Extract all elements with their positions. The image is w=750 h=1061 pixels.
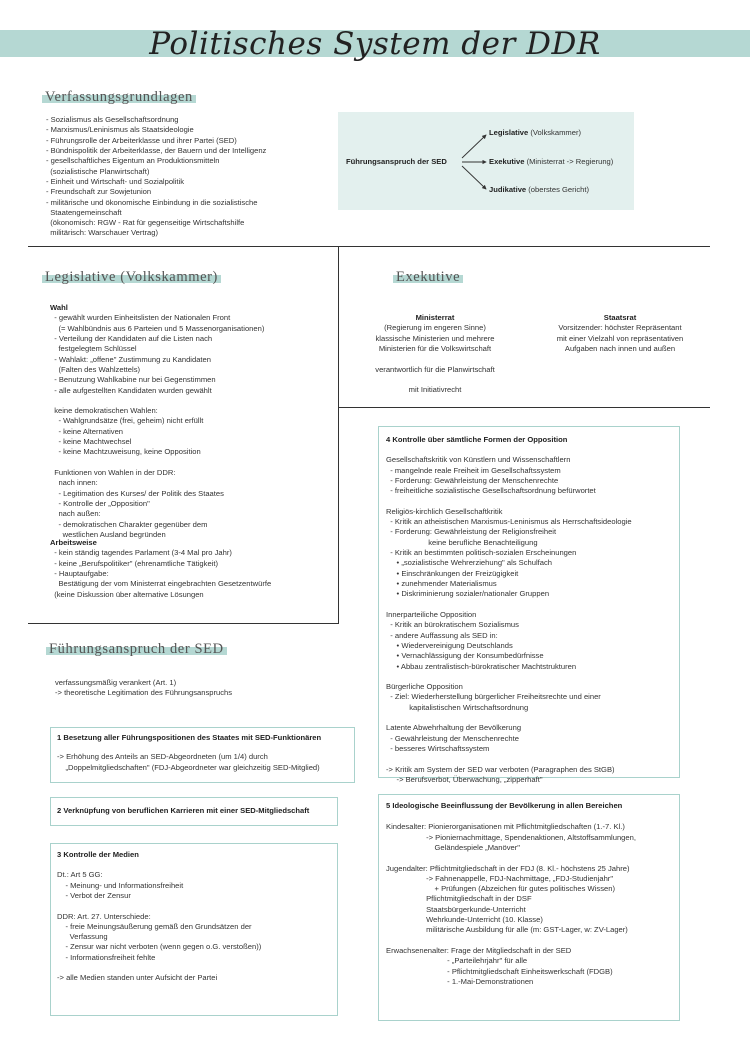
text-line: kapitalistischen Wirtschaftsordnung bbox=[386, 702, 529, 712]
text-line: - Freundschaft zur Sowjetunion bbox=[46, 187, 152, 197]
text-line: Vorsitzender: höchster Repräsentant bbox=[558, 323, 682, 333]
text-line: - Gewährleistung der Menschenrechte bbox=[386, 733, 519, 743]
text-line: verantwortlich für die Planwirtschaft bbox=[375, 364, 495, 374]
text-line: mit einer Vielzahl von repräsentativen bbox=[556, 333, 684, 343]
text-line bbox=[57, 963, 331, 973]
heading-exekutive: Exekutive bbox=[393, 268, 463, 286]
box-3-body bbox=[57, 870, 331, 983]
text-line: - freie Meinungsäußerung gemäß den Grundsätzen der bbox=[57, 921, 252, 931]
text-line: nach innen: bbox=[50, 478, 98, 488]
text-line: -> Berufsverbot, Überwachung, „zipperhaft" bbox=[386, 774, 543, 784]
text-line: - Führungsrolle der Arbeiterklasse und ihrer Partei (SED) bbox=[46, 135, 237, 145]
text-line bbox=[386, 936, 672, 946]
box-5-title: 5 Ideologische Beeinflussung der Bevölkerung in allen Bereichen bbox=[386, 801, 623, 810]
text-line: Gesellschaftskritik von Künstlern und Wissenschaftlern bbox=[386, 455, 571, 465]
text-line bbox=[386, 497, 672, 507]
box-5-body bbox=[386, 822, 672, 987]
text-line: Kindesalter: Pionierorganisationen mit Pflichtmitgliedschaften (1.-7. Kl.) bbox=[386, 822, 625, 832]
box-1-besetzung bbox=[50, 727, 355, 783]
text-line: - Sozialismus als Gesellschaftsordnung bbox=[46, 115, 179, 124]
text-line bbox=[360, 375, 510, 385]
text-line bbox=[50, 396, 264, 406]
text-line: mit Initiativrecht bbox=[408, 385, 462, 395]
text-line: - keine Alternativen bbox=[50, 426, 124, 436]
page-title: Politisches System der DDR bbox=[149, 26, 601, 62]
divider-legislative-bottom bbox=[28, 623, 339, 624]
text-line: -> Erhöhung des Anteils an SED-Abgeordneten (um 1/4) durch bbox=[57, 752, 268, 762]
text-line: „Doppelmitgliedschaften" (FDJ-Abgeordneter war gleichzeitig SED-Mitglied) bbox=[57, 762, 320, 772]
text-line: keine berufliche Benachteiligung bbox=[386, 537, 538, 547]
text-line bbox=[386, 713, 672, 723]
arrow-legislative bbox=[462, 135, 486, 158]
text-line: (sozialistische Planwirtschaft) bbox=[46, 166, 150, 176]
text-line: - 1.-Mai-Demonstrationen bbox=[386, 976, 534, 986]
text-line: • Diskriminierung sozialer/nationaler Gruppen bbox=[386, 589, 550, 599]
diagram-center-label: Führungsanspruch der SED bbox=[346, 157, 447, 166]
text-line: - freiheitliche sozialistische Gesellschaftsordnung befürwortet bbox=[386, 486, 596, 496]
text-line: - „Parteilehrjahr" für alle bbox=[386, 956, 528, 966]
text-line: festgelegtem Schlüssel bbox=[50, 344, 137, 354]
text-line: - gewählt wurden Einheitslisten der Nationalen Front bbox=[50, 313, 231, 323]
text-line: (ökonomisch: RGW - Rat für gegenseitige Wirtschaftshilfe bbox=[46, 218, 245, 228]
text-line: Staatsbürgerkunde-Unterricht bbox=[386, 904, 526, 914]
text-line bbox=[386, 600, 672, 610]
text-line: - mangelnde reale Freiheit im Gesellschaftssystem bbox=[386, 465, 561, 475]
text-line: keine demokratischen Wahlen: bbox=[50, 406, 158, 416]
text-line: - Forderung: Gewährleistung der Religionsfreiheit bbox=[386, 527, 557, 537]
legislative-wahl: Wahl - gewählt wurden Einheitslisten der Nationalen Front (= Wahlbündnis aus 6 Parteien und 5 Massenorganisationen) - Verteilung der Kandidaten auf die Listen nach festgelegtem Schlüssel - Wahlakt: „offene" Zustimmung zu Kandidaten (Falten des Wahlzettels) - Benutzung Wahlkabine nur bei Gegenstimmen - alle aufgestellten Kandidaten wurden gewählt keine demokratischen Wahlen: - Wahlgrundsätze (frei, geheim) nicht erfüllt - keine Alternativen - keine Machtwechsel - keine Machtzuweisung, keine Opposition Funktionen von Wahlen in der DDR: nach innen: - Legitimation des Kurses/ der Politik des Staates - Kontrolle der „Opposition" nach außen: - demokratischen Charakter gegenüber dem westlichen Ausland begründen bbox=[50, 303, 265, 539]
text-line: • Abbau zentralistisch-bürokratischer Machtstrukturen bbox=[386, 661, 577, 671]
text-line: -> alle Medien standen unter Aufsicht der Partei bbox=[57, 973, 218, 983]
text-line bbox=[360, 354, 510, 364]
text-line: - Informationsfreiheit fehlte bbox=[57, 952, 156, 962]
text-line: -> Pioniernachmittage, Spendenaktionen, Altstoffsammlungen, bbox=[386, 832, 636, 842]
text-line: - alle aufgestellten Kandidaten wurden gewählt bbox=[50, 385, 212, 395]
text-line: - demokratischen Charakter gegenüber dem bbox=[50, 519, 208, 529]
text-line bbox=[386, 754, 672, 764]
text-line: - Meinung- und Informationsfreiheit bbox=[57, 880, 184, 890]
text-line: - Verbot der Zensur bbox=[57, 890, 131, 900]
diagram-branch-exekutive: Exekutive (Ministerrat -> Regierung) bbox=[489, 157, 614, 166]
text-line: Erwachsenenalter: Frage der Mitgliedschaft in der SED bbox=[386, 946, 572, 955]
text-line: - keine Machtwechsel bbox=[50, 437, 132, 447]
text-line: • Vernachlässigung der Konsumbedürfnisse bbox=[386, 651, 544, 661]
text-line: - besseres Wirtschaftssystem bbox=[386, 744, 490, 753]
text-line: Wehrkunde-Unterricht (10. Klasse) bbox=[386, 915, 543, 925]
text-line: verfassungsmäßig verankert (Art. 1) bbox=[55, 678, 177, 687]
heading-legislative: Legislative (Volkskammer) bbox=[42, 268, 221, 286]
text-line: Aufgaben nach innen und außen bbox=[564, 343, 676, 353]
text-line: -> theoretische Legitimation des Führungsanspruchs bbox=[55, 688, 233, 698]
box-4-opposition bbox=[378, 426, 680, 784]
text-line: Pflichtmitgliedschaft in der DSF bbox=[386, 894, 532, 904]
text-line: Ministerien für die Volkswirtschaft bbox=[378, 343, 492, 353]
divider-top bbox=[28, 246, 710, 247]
text-line: - kein ständig tagendes Parlament (3-4 Mal pro Jahr) bbox=[50, 548, 232, 558]
text-line bbox=[50, 458, 264, 468]
text-line bbox=[386, 672, 672, 682]
text-line: - Bündnispolitik der Arbeiterklasse, der Bauern und der Intelligenz bbox=[46, 145, 267, 155]
text-line: Jugendalter: Pflichtmitgliedschaft in der FDJ (8. Kl.- höchstens 25 Jahre) bbox=[386, 863, 630, 873]
text-line: - Marxismus/Leninismus als Staatsideologie bbox=[46, 125, 194, 135]
text-line: • zunehmender Materialismus bbox=[386, 579, 497, 588]
text-line: - Wahlakt: „offene" Zustimmung zu Kandidaten bbox=[50, 354, 211, 364]
text-line: westlichen Ausland begründen bbox=[50, 529, 166, 539]
text-line: Bürgerliche Opposition bbox=[386, 682, 463, 692]
text-line: • Wiedervereinigung Deutschlands bbox=[386, 640, 513, 650]
text-line: Latente Abwehrhaltung der Bevölkerung bbox=[386, 723, 522, 733]
text-line: - keine „Berufspolitiker" (ehrenamtliche Tätigkeit) bbox=[50, 558, 218, 568]
text-line: (Regierung im engeren Sinne) bbox=[384, 323, 486, 333]
text-line bbox=[386, 853, 672, 863]
text-line: - Kritik an bestimmten politisch-sozialen Erscheinungen bbox=[386, 548, 577, 558]
text-line: nach außen: bbox=[50, 509, 101, 519]
text-line bbox=[57, 901, 331, 911]
text-line: Bestätigung der vom Ministerrat eingebrachten Gesetzentwürfe bbox=[50, 579, 272, 589]
heading-verfassungsgrundlagen: Verfassungsgrundlagen bbox=[42, 88, 196, 106]
box-1-title: 1 Besetzung aller Führungspositionen des Staates mit SED-Funktionären bbox=[57, 733, 322, 742]
text-line: - Verteilung der Kandidaten auf die Listen nach bbox=[50, 333, 213, 343]
text-line: Religiös-kirchlich Gesellschaftkritik bbox=[386, 506, 503, 516]
divider-exekutive-bottom bbox=[338, 407, 710, 408]
text-line: - Forderung: Gewährleistung der Menschenrechte bbox=[386, 475, 559, 485]
text-line: - Wahlgrundsätze (frei, geheim) nicht erfüllt bbox=[50, 416, 204, 426]
heading-fuehrungsanspruch: Führungsanspruch der SED bbox=[46, 640, 227, 658]
box-4-body bbox=[386, 455, 672, 785]
box-5-ideologie bbox=[378, 794, 680, 1021]
box-3-medien bbox=[50, 843, 338, 1016]
text-line: - Hauptaufgabe: bbox=[50, 568, 109, 578]
box-3-title: 3 Kontrolle der Medien bbox=[57, 850, 139, 859]
text-line: (keine Diskussion über alternative Lösungen bbox=[50, 589, 204, 599]
text-line: -> Fahnenappelle, FDJ-Nachmittage, „FDJ-Studienjahr" bbox=[386, 873, 614, 883]
box-2-title: 2 Verknüpfung von beruflichen Karrieren mit einer SED-Mitgliedschaft bbox=[57, 806, 310, 815]
text-line: - Zensur war nicht verboten (wenn gegen o.G. verstoßen)) bbox=[57, 942, 262, 952]
text-line: Staatengemeinschaft bbox=[46, 207, 122, 217]
text-line: klassische Ministerien und mehrere bbox=[375, 333, 495, 343]
text-line: DDR: Art. 27. Unterschiede: bbox=[57, 911, 151, 921]
text-line: Innerparteiliche Opposition bbox=[386, 609, 477, 619]
box-1-body bbox=[57, 752, 348, 773]
text-line: - gesellschaftliches Eigentum an Produktionsmitteln bbox=[46, 156, 220, 166]
text-line: - Kritik an bürokratischem Sozialismus bbox=[386, 620, 519, 630]
diagram-branch-legislative: Legislative (Volkskammer) bbox=[489, 128, 582, 137]
divider-vertical bbox=[338, 246, 339, 623]
text-line: - Ziel: Wiederherstellung bürgerlicher Freiheitsrechte und einer bbox=[386, 692, 601, 702]
box-2-karrieren bbox=[50, 797, 338, 826]
text-line: • „sozialistische Wehrerziehung" als Schulfach bbox=[386, 558, 553, 568]
text-line: - Einheit und Wirtschaft- und Sozialpolitik bbox=[46, 176, 185, 186]
text-line: - Legitimation des Kurses/ der Politik des Staates bbox=[50, 488, 224, 498]
text-line: + Prüfungen (Abzeichen für gutes politisches Wissen) bbox=[386, 884, 615, 894]
verfassung-list bbox=[46, 115, 266, 239]
text-line: - Kritik an atheistischen Marxismus-Leninismus als Herrschaftsideologie bbox=[386, 517, 632, 527]
text-line: Verfassung bbox=[57, 932, 108, 942]
text-line: (= Wahlbündnis aus 6 Parteien und 5 Massenorganisationen) bbox=[50, 323, 265, 333]
text-line: Dt.: Art 5 GG: bbox=[57, 870, 103, 880]
text-line: - Pflichtmitgliedschaft Einheitswerkschaft (FDGB) bbox=[386, 966, 613, 976]
text-line: Funktionen von Wahlen in der DDR: bbox=[50, 468, 176, 477]
text-line: -> Kritik am System der SED war verboten (Paragraphen des StGB) bbox=[386, 764, 615, 774]
exekutive-ministerrat: Ministerrat (Regierung im engeren Sinne) klassische Ministerien und mehrere Ministerien für die Volkswirtschaft verantwortlich für die Planwirtschaft mit Initiativrecht bbox=[360, 313, 510, 396]
text-line: militärisch: Warschauer Vertrag) bbox=[46, 228, 158, 238]
text-line: - Benutzung Wahlkabine nur bei Gegenstimmen bbox=[50, 375, 216, 385]
text-line: Geländespiele „Manöver" bbox=[386, 842, 520, 852]
fuehrung-text bbox=[55, 678, 232, 699]
text-line: (Falten des Wahlzettels) bbox=[50, 364, 141, 374]
text-line: - Kontrolle der „Opposition" bbox=[50, 498, 150, 508]
text-line: - militärische und ökonomische Einbindung in die sozialistische bbox=[46, 197, 258, 207]
legislative-arbeitsweise: Arbeitsweise - kein ständig tagendes Parlament (3-4 Mal pro Jahr) - keine „Berufspolitiker" (ehrenamtliche Tätigkeit) - Hauptaufgabe: Bestätigung der vom Ministerrat eingebrachten Gesetzentwürfe (keine Diskussion über alternative Lösungen bbox=[50, 538, 272, 599]
text-line: - andere Auffassung als SED in: bbox=[386, 630, 498, 640]
text-line: - keine Machtzuweisung, keine Opposition bbox=[50, 447, 201, 457]
text-line: militärische Ausbildung für alle (m: GST-Lager, w: ZV-Lager) bbox=[386, 925, 628, 935]
diagram-branch-judikative: Judikative (oberstes Gericht) bbox=[489, 185, 590, 194]
text-line: • Einschränkungen der Freizügigkeit bbox=[386, 568, 519, 578]
arrow-judikative bbox=[462, 166, 486, 189]
box-4-title: 4 Kontrolle über sämtliche Formen der Opposition bbox=[386, 435, 568, 444]
exekutive-staatsrat: Staatsrat Vorsitzender: höchster Repräsentant mit einer Vielzahl von repräsentativen Aufgaben nach innen und außen bbox=[530, 313, 710, 354]
